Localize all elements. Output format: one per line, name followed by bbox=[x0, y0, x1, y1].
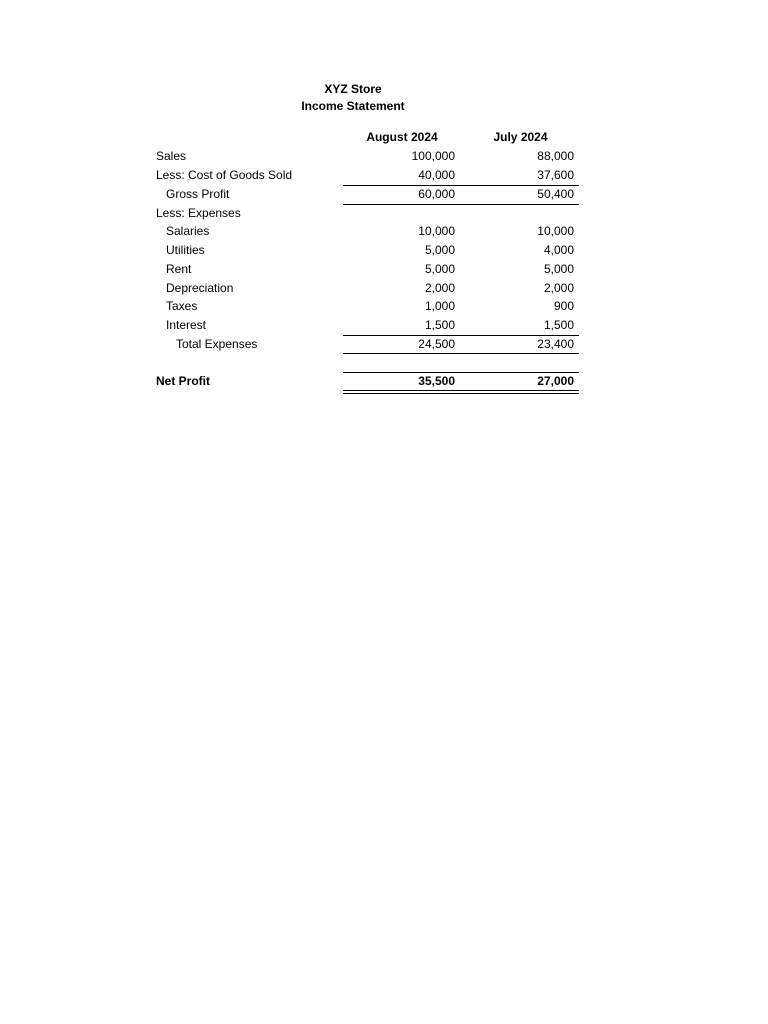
value-august: 1,500 bbox=[424, 318, 455, 332]
row-rent bbox=[0, 260, 768, 279]
row-label: Rent bbox=[166, 262, 192, 276]
row-label: Gross Profit bbox=[166, 187, 230, 201]
value-july: 900 bbox=[553, 299, 574, 313]
column-header-august: August 2024 bbox=[366, 130, 438, 144]
row-label: Salaries bbox=[166, 224, 210, 238]
value-august: 1,000 bbox=[424, 299, 455, 313]
double-underline-upper bbox=[343, 390, 579, 391]
row-cost-of-goods-sold bbox=[0, 166, 768, 185]
row-label: Sales bbox=[156, 149, 187, 163]
value-august: 5,000 bbox=[424, 262, 455, 276]
value-july: 5,000 bbox=[543, 262, 574, 276]
value-august: 40,000 bbox=[418, 168, 455, 182]
value-august: 35,500 bbox=[418, 374, 455, 388]
row-gross-profit bbox=[0, 185, 768, 204]
value-july: 27,000 bbox=[537, 374, 574, 388]
double-underline-lower bbox=[343, 393, 579, 394]
value-july: 2,000 bbox=[543, 281, 574, 295]
value-july: 4,000 bbox=[543, 243, 574, 257]
company-name: XYZ Store bbox=[324, 82, 382, 96]
row-label: Utilities bbox=[166, 243, 205, 257]
value-august: 10,000 bbox=[418, 224, 455, 238]
row-utilities bbox=[0, 241, 768, 260]
row-taxes bbox=[0, 297, 768, 316]
row-net-profit bbox=[0, 372, 768, 391]
row-label: Less: Cost of Goods Sold bbox=[156, 168, 293, 182]
value-august: 100,000 bbox=[411, 149, 455, 163]
row-label: Taxes bbox=[166, 299, 198, 313]
row-label: Net Profit bbox=[156, 374, 210, 388]
row-salaries bbox=[0, 222, 768, 241]
value-august: 5,000 bbox=[424, 243, 455, 257]
value-july: 1,500 bbox=[543, 318, 574, 332]
value-august: 2,000 bbox=[424, 281, 455, 295]
total-rule bbox=[343, 353, 579, 354]
row-total-expenses bbox=[0, 335, 768, 354]
value-august: 60,000 bbox=[418, 187, 455, 201]
value-july: 88,000 bbox=[537, 149, 574, 163]
value-august: 24,500 bbox=[418, 337, 455, 351]
row-sales bbox=[0, 147, 768, 166]
row-label: Total Expenses bbox=[176, 337, 258, 351]
row-label: Interest bbox=[166, 318, 207, 332]
row-label: Depreciation bbox=[166, 281, 234, 295]
column-header-july: July 2024 bbox=[493, 130, 548, 144]
value-july: 23,400 bbox=[537, 337, 574, 351]
row-depreciation bbox=[0, 279, 768, 298]
row-label: Less: Expenses bbox=[156, 206, 241, 220]
row-expenses-heading bbox=[0, 204, 768, 223]
value-july: 37,600 bbox=[537, 168, 574, 182]
row-interest bbox=[0, 316, 768, 335]
value-july: 10,000 bbox=[537, 224, 574, 238]
statement-title: Income Statement bbox=[301, 99, 405, 113]
value-july: 50,400 bbox=[537, 187, 574, 201]
